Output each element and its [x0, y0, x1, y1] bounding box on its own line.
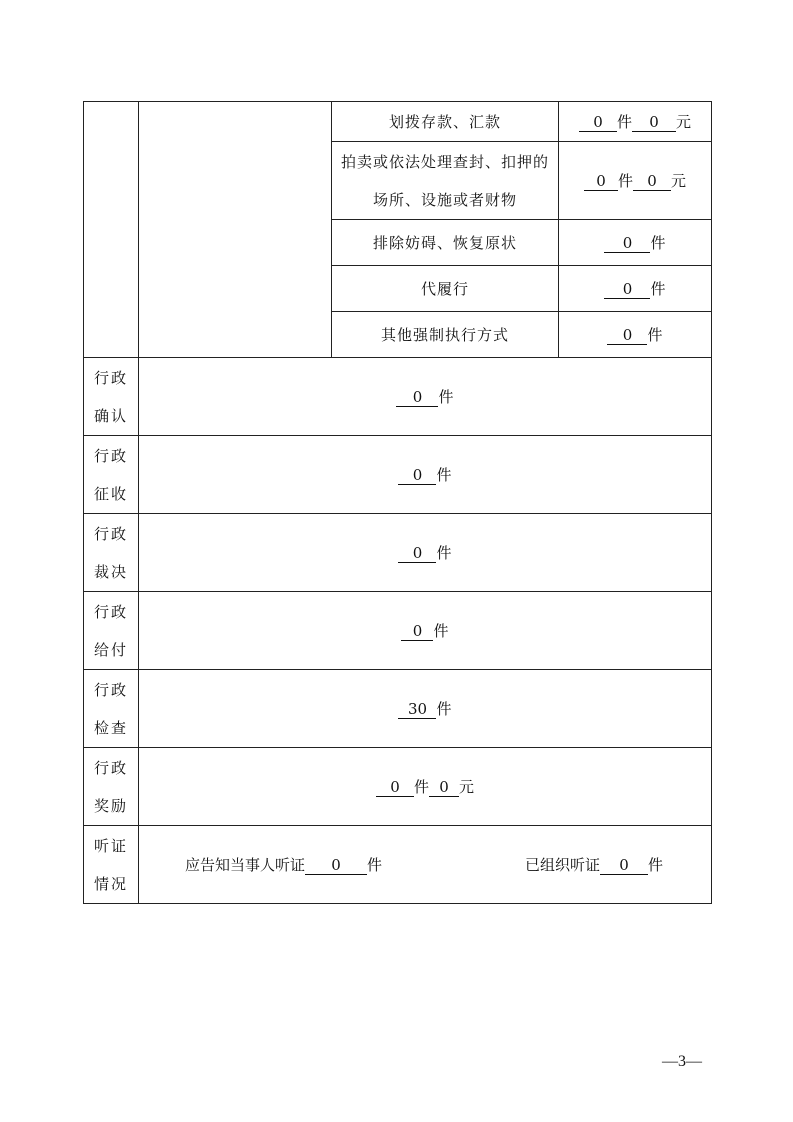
unit-label: 件: [436, 466, 452, 484]
enforcement-value: [559, 266, 712, 312]
row-label: 行政 裁决: [84, 514, 139, 592]
row-label: 行政 检查: [84, 670, 139, 748]
row-value: [139, 670, 712, 748]
unit-label: 件: [436, 700, 452, 718]
unit-label: 件: [433, 622, 449, 640]
table-row: [84, 358, 712, 436]
count-value: 0: [579, 114, 617, 132]
count-value: 0: [396, 389, 438, 407]
unit-label: 件: [413, 778, 429, 796]
unit-label: 件: [647, 856, 663, 874]
count-value: 0: [398, 467, 436, 485]
row-label: 行政 征收: [84, 436, 139, 514]
enforcement-value: [559, 142, 712, 220]
row-value: [139, 436, 712, 514]
count-value: 30: [398, 701, 436, 719]
unit-label: 件: [650, 234, 666, 252]
count-value: 0: [376, 779, 414, 797]
unit-label: 件: [617, 172, 633, 190]
amount-value: 0: [632, 114, 676, 132]
hearing-held: 已组织听证 0 件: [524, 856, 663, 874]
amount-value: 0: [633, 173, 671, 191]
hearing-value: [139, 826, 712, 904]
hearing-row: [84, 826, 712, 904]
unit-label: 件: [650, 280, 666, 298]
blank-category-cell: [84, 102, 139, 358]
table-row: [84, 514, 712, 592]
enforcement-label: 其他强制执行方式: [332, 312, 559, 358]
enforcement-label: 排除妨碍、恢复原状: [332, 220, 559, 266]
table-row: [84, 748, 712, 826]
enforcement-value: [559, 102, 712, 142]
row-value: [139, 514, 712, 592]
table-row: [84, 102, 712, 142]
enforcement-label: 划拨存款、汇款: [332, 102, 559, 142]
table-row: [84, 436, 712, 514]
count-value: 0: [604, 235, 650, 253]
row-label: 听证 情况: [84, 826, 139, 904]
unit-label: 件: [616, 113, 632, 131]
amount-unit-label: 元: [671, 172, 687, 190]
count-value: 0: [398, 545, 436, 563]
enforcement-value: [559, 312, 712, 358]
unit-label: 件: [438, 388, 454, 406]
table-row: [84, 670, 712, 748]
unit-label: 件: [647, 326, 663, 344]
amount-unit-label: 元: [459, 778, 475, 796]
page-number: —3—: [662, 1053, 702, 1070]
count-value: 0: [607, 327, 647, 345]
count-value: 0: [305, 857, 367, 875]
unit-label: 件: [367, 856, 383, 874]
row-value: [139, 592, 712, 670]
count-value: 0: [401, 623, 433, 641]
hearing-notified: 应告知当事人听证 0 件: [185, 856, 383, 874]
row-label: 行政 确认: [84, 358, 139, 436]
statistics-table: [83, 101, 712, 904]
amount-value: 0: [429, 779, 459, 797]
enforcement-label: 拍卖或依法处理查封、扣押的场所、设施或者财物: [332, 142, 559, 220]
row-value: [139, 748, 712, 826]
row-label: 行政 奖励: [84, 748, 139, 826]
count-value: 0: [604, 281, 650, 299]
count-value: 0: [584, 173, 618, 191]
amount-unit-label: 元: [676, 113, 692, 131]
row-value: [139, 358, 712, 436]
count-value: 0: [600, 857, 648, 875]
blank-subcategory-cell: [139, 102, 332, 358]
enforcement-value: [559, 220, 712, 266]
enforcement-label: 代履行: [332, 266, 559, 312]
table-row: [84, 592, 712, 670]
unit-label: 件: [436, 544, 452, 562]
row-label: 行政 给付: [84, 592, 139, 670]
